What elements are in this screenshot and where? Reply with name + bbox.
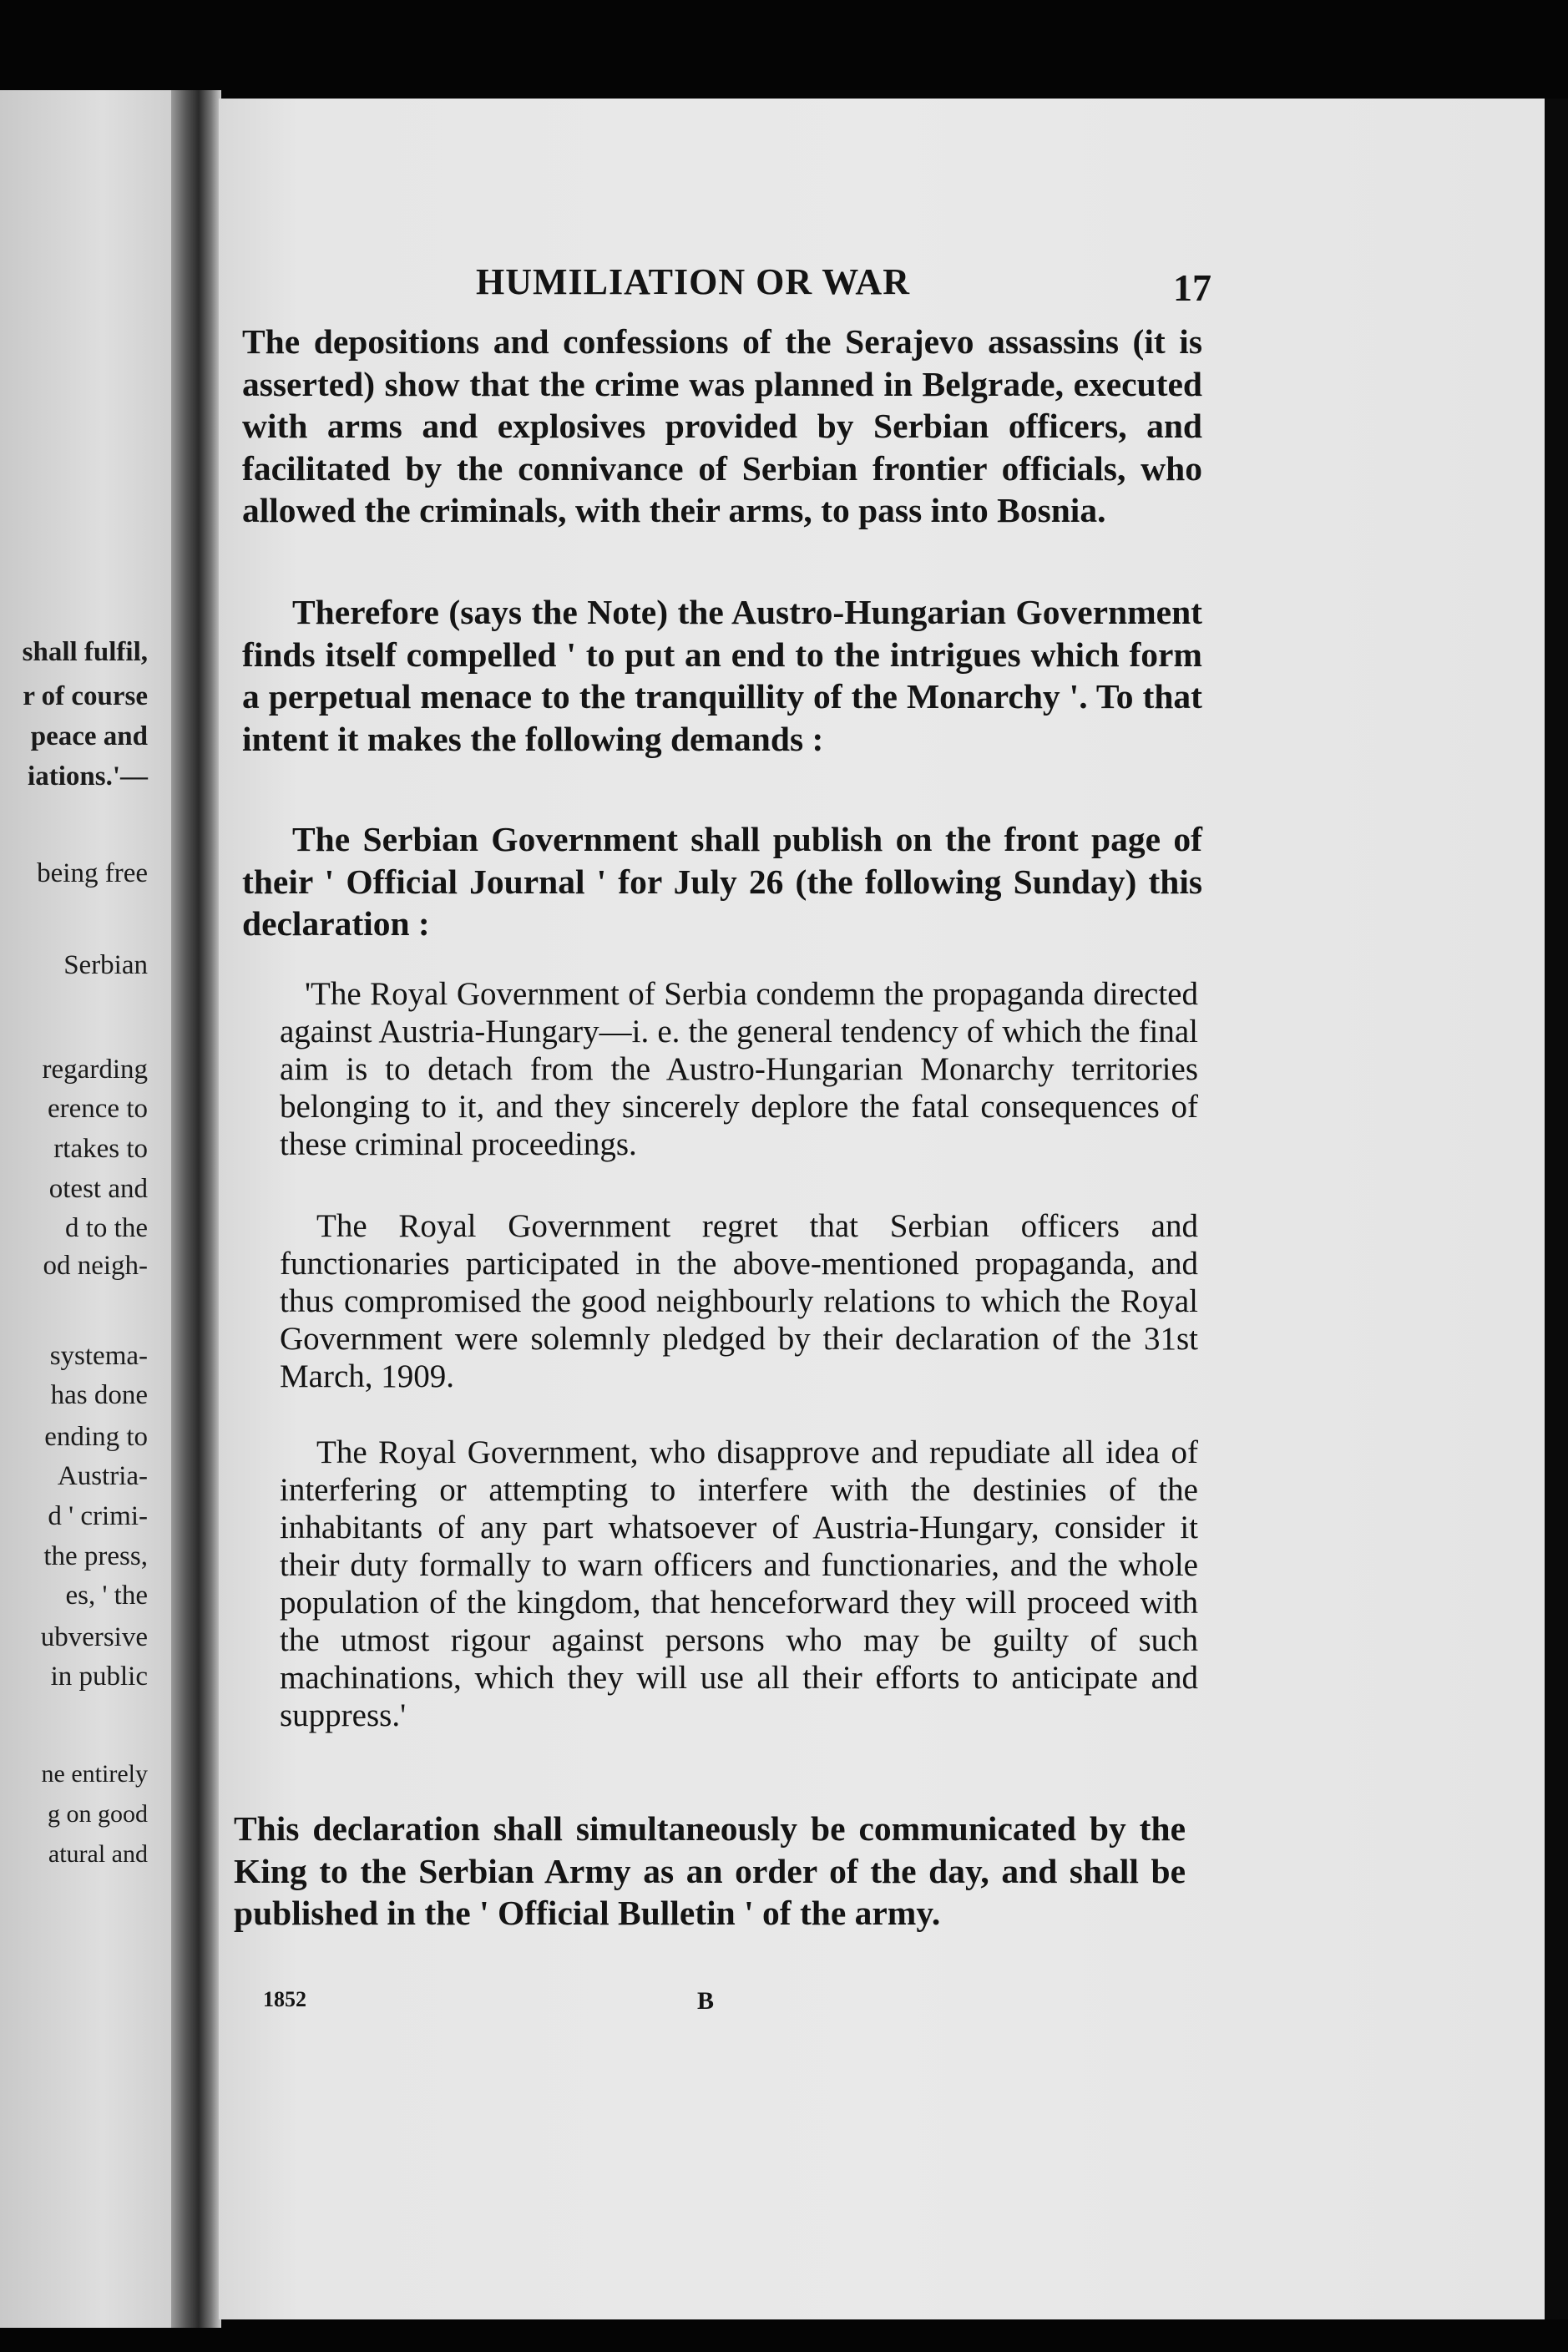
facing-page-fragment: d to the [65, 1213, 148, 1243]
quote-paragraph-condemn: 'The Royal Government of Serbia condemn the propaganda directed against Austria-Hungary—i. e. the general tendency of which the final aim is to detach from the Austro-Hungarian Monarchy territories belonging to it, and they sincerely deplore the fatal consequences of these criminal proceedings. [280, 976, 1198, 1162]
facing-page-fragment: r of course [23, 681, 148, 711]
facing-page-fragment: erence to [48, 1094, 148, 1124]
quote-paragraph-regret: The Royal Government regret that Serbian officers and functionaries participated in the above-mentioned propaganda, and thus compromised the good neighbourly relations to which the Royal Government were solemnly pledged by their declaration of the 31st March, 1909. [280, 1208, 1198, 1394]
facing-page-fragment: in public [50, 1662, 148, 1692]
page-edge-shadow [1545, 99, 1568, 2319]
facing-page-fragment: Serbian [63, 950, 148, 980]
facing-page-fragment: the press, [43, 1541, 148, 1571]
facing-page-fragment: shall fulfil, [22, 637, 148, 667]
paragraph-serbian-government: The Serbian Government shall publish on the front page of their ' Official Journal ' for July 26 (the following Sunday) this declaration : [242, 820, 1202, 943]
book-spine [171, 90, 221, 2328]
print-code: 1852 [263, 1987, 306, 2011]
facing-page-fragment: d ' crimi- [48, 1501, 148, 1531]
facing-page-fragment: g on good [48, 1800, 148, 1828]
facing-page-fragment: ending to [44, 1422, 148, 1452]
facing-page-fragment: Austria- [57, 1461, 148, 1491]
facing-page-fragment: peace and [30, 721, 148, 751]
paragraph-depositions: The depositions and confessions of the Serajevo assassins (it is asserted) show that the crime was planned in Belgrade, executed with arms and explosives provided by Serbian officers, and facilitated by the connivance of Serbian frontier officials, who allowed the criminals, with their arms, to pass into Bosnia. [242, 322, 1202, 529]
facing-page-fragment: ubversive [40, 1622, 148, 1652]
facing-page [0, 90, 171, 2328]
facing-page-fragment: od neigh- [43, 1251, 148, 1281]
facing-page-fragment: otest and [48, 1174, 148, 1204]
facing-page-fragment: es, ' the [65, 1581, 148, 1611]
facing-page-fragment: ne entirely [41, 1760, 148, 1788]
facing-page-fragment: regarding [42, 1055, 148, 1085]
facing-page-fragment: iations.'— [28, 761, 148, 792]
running-head: HUMILIATION OR WAR [476, 261, 910, 302]
signature-mark: B [697, 1987, 715, 2015]
facing-page-fragment: being free [37, 858, 148, 888]
quote-paragraph-repudiate: The Royal Government, who disapprove and repudiate all idea of interfering or attempting to interfere with the destinies of the inhabitants of any part whatsoever of Austria-Hungary, consider it their duty formally to warn officers and functionaries, and the whole population of the kingdom, that henceforward they will proceed with the utmost rigour against persons who may be guilty of such machinations, which they will use all their efforts to anticipate and suppress.' [280, 1434, 1198, 1733]
paragraph-closing: This declaration shall simultaneously be communicated by the King to the Serbian Army as an order of the day, and shall be published in the ' Official Bulletin ' of the army. [234, 1809, 1186, 1932]
facing-page-fragment: rtakes to [53, 1134, 148, 1164]
page-number: 17 [1173, 266, 1211, 309]
paragraph-therefore: Therefore (says the Note) the Austro-Hungarian Government finds itself compelled ' to put an end to the intrigues which form a perpetual menace to the tranquillity of the Monarchy '. To that intent it makes the following demands : [242, 593, 1202, 758]
facing-page-fragment: has done [50, 1380, 148, 1410]
facing-page-fragment: atural and [48, 1840, 148, 1868]
facing-page-fragment: systema- [49, 1341, 148, 1371]
